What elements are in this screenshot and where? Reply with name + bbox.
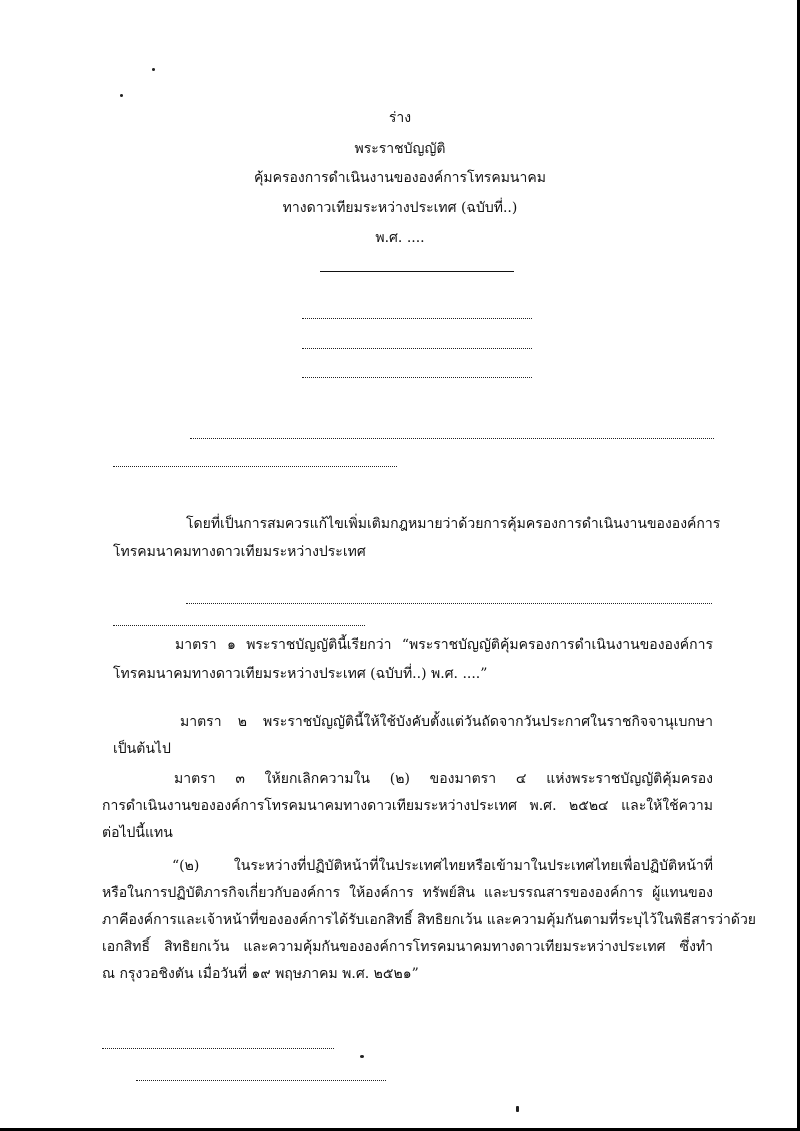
section1-line1: มาตรา ๑ พระราชบัญญัตินี้เรียกว่า “พระราชบัญญัติคุ้มครองการดำเนินงานขององค์การ <box>175 637 713 653</box>
act-title-line2: ทางดาวเทียมระหว่างประเทศ (ฉบับที่..) <box>282 200 518 216</box>
placeholder-dotted-line <box>102 1048 334 1049</box>
act-title-line1: คุ้มครองการดำเนินงานขององค์การโทรคมนาคม <box>254 170 546 186</box>
preamble-line2: โทรคมนาคมทางดาวเทียมระหว่างประเทศ <box>113 544 366 560</box>
quote-line5: ณ กรุงวอชิงตัน เมื่อวันที่ ๑๙ พฤษภาคม พ.ศ. ๒๕๒๑” <box>102 966 419 982</box>
placeholder-dotted-line <box>113 625 365 626</box>
quote-line1: “(๒) ในระหว่างที่ปฏิบัติหน้าที่ในประเทศไทยหรือเข้ามาในประเทศไทยเพื่อปฏิบัติหน้าที่ <box>172 858 713 874</box>
placeholder-dotted-line <box>113 466 397 467</box>
section1-line2: โทรคมนาคมทางดาวเทียมระหว่างประเทศ (ฉบับที่..) พ.ศ. ....” <box>113 666 488 682</box>
draft-label: ร่าง <box>388 110 412 126</box>
placeholder-dotted-line <box>186 603 712 604</box>
placeholder-dotted-line <box>136 1080 386 1081</box>
section2-line2: เป็นต้นไป <box>113 741 171 757</box>
section3-line1: มาตรา ๓ ให้ยกเลิกความใน (๒) ของมาตรา ๔ แห่งพระราชบัญญัติคุ้มครอง <box>174 771 713 787</box>
quote-line2: หรือในการปฏิบัติภารกิจเกี่ยวกับองค์การ ให้องค์การ ทรัพย์สิน และบรรณสารขององค์การ ผู้แทนของ <box>102 885 713 901</box>
placeholder-dotted-line <box>302 348 532 349</box>
placeholder-dotted-line <box>302 318 532 319</box>
title-underline <box>320 271 514 272</box>
section2-line1: มาตรา ๒ พระราชบัญญัตินี้ให้ใช้บังคับตั้งแต่วันถัดจากวันประกาศในราชกิจจานุเบกษา <box>180 714 713 730</box>
scan-speck <box>360 1055 364 1058</box>
quote-line3: ภาคีองค์การและเจ้าหน้าที่ขององค์การได้รับเอกสิทธิ์ สิทธิยกเว้น และความคุ้มกันตามที่ระบุไว้ในพิธีสารว่าด้วย <box>102 912 757 928</box>
scan-speck <box>152 68 155 71</box>
quote-line4: เอกสิทธิ์ สิทธิยกเว้น และความคุ้มกันขององค์การโทรคมนาคมทางดาวเทียมระหว่างประเทศ ซึ่งทำ <box>102 939 713 955</box>
placeholder-dotted-line <box>302 377 532 378</box>
placeholder-dotted-line <box>190 438 714 439</box>
scan-speck <box>120 94 123 97</box>
section3-line2: การดำเนินงานขององค์การโทรคมนาคมทางดาวเทียมระหว่างประเทศ พ.ศ. ๒๕๒๔ และให้ใช้ความ <box>102 798 713 814</box>
act-label: พระราชบัญญัติ <box>354 141 446 157</box>
section3-line3: ต่อไปนี้แทน <box>102 825 173 841</box>
act-year: พ.ศ. .... <box>375 230 425 246</box>
preamble-line1: โดยที่เป็นการสมควรแก้ไขเพิ่มเติมกฎหมายว่าด้วยการคุ้มครองการดำเนินงานขององค์การ <box>186 516 721 532</box>
scan-speck <box>516 1106 519 1112</box>
